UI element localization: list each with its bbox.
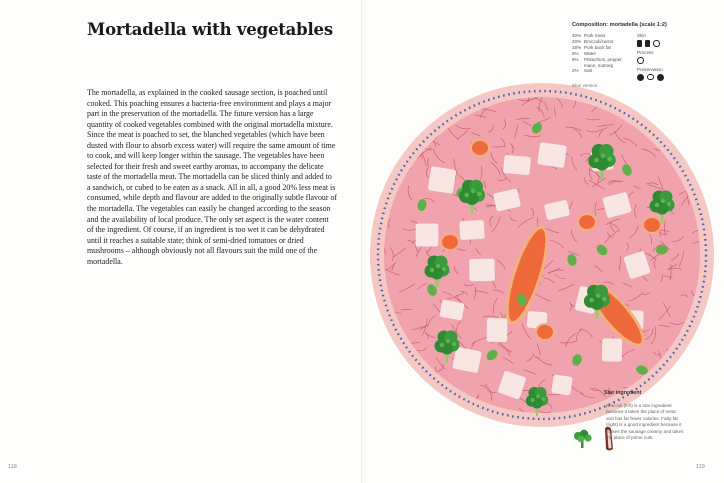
- process-label: Process: [637, 50, 654, 55]
- star-ingredient-panel: [604, 390, 684, 441]
- fat-cube: [469, 259, 495, 282]
- carrot-piece: [536, 324, 554, 340]
- fat-cube: [428, 166, 457, 194]
- composition-item: 20% Broccoli/carrot: [572, 38, 614, 44]
- snowflake-icon: [657, 74, 664, 81]
- page-number-right: 119: [696, 464, 705, 470]
- broccoli-thumbnail: [574, 430, 592, 448]
- composition-icons: [637, 33, 687, 84]
- composition-title: Composition: mortadella (scale 1:2): [572, 22, 667, 28]
- carrot-piece: [441, 234, 459, 250]
- preservation-label: Preservation: [637, 66, 663, 72]
- body-paragraph: The mortadella, as explained in the cooked sausage section, is poached until cooked. This poaching ensures a bacteria-free environment and plays a major part in the preservation of the mortadella. The future version has a large quantity of cooked vegetables combined with the original mortadella mixture. Since the meat is poached to set, the blanched vegetables (which have been dusted with flour to absorb excess water) will require the same amount of time to cook, and will keep longer within the sausage. The vegetables have been selected for their fresh and sweet earthy aromas, to accompany the delicate taste of the mortadella meat. The mortadella can be sliced thinly and added to a sandwich, or cubed to be eaten as a snack. All in all, a good 20% less meat is consumed, while depth and flavour are added to the originally subtle flavour of the mortadella. The vegetables can easily be changed according to the season and the availability of local produce. The only set aspect is the water content of the ingredient. Of course, if an ingredient is too wet it can be dehydrated until it reaches a suitable state; think of semi-dried tomatoes or dried mushrooms – although obviously not all flavours suit the mild one of the mortadella.: [87, 88, 338, 266]
- composition-item: mace, nutmeg: [584, 62, 614, 68]
- fat-cube: [416, 224, 439, 247]
- right-page: [362, 0, 724, 483]
- fat-cube: [487, 318, 508, 342]
- skin-label: Skin: [637, 33, 646, 38]
- skin-tie-icon: [645, 40, 650, 47]
- skin-ring-icon: [653, 40, 660, 47]
- page-title: Mortadella with vegetables: [87, 20, 333, 39]
- carrot-piece: [643, 217, 661, 233]
- composition-item: 18% Pork back fat: [572, 44, 611, 50]
- carrot-piece: [471, 140, 489, 156]
- fat-cube: [602, 338, 622, 361]
- carrot-piece: [578, 214, 596, 230]
- fat-cube: [551, 374, 573, 395]
- page-number-left: 118: [8, 464, 17, 470]
- composition-item: 8% Water: [572, 50, 597, 56]
- composition-list: [572, 33, 638, 74]
- composition-item: 40% Pork meat: [572, 33, 605, 38]
- poaching-icon: [637, 57, 644, 64]
- fat-cube: [459, 220, 484, 240]
- star-ingredient-text: Broccoli (left) is a star ingredient because it takes the place of meat and has far fewer calories. Fatty fat (right) is a good ingredient because it makes the sausage creamy and takes the place of prime cuts.: [606, 403, 684, 441]
- clock-icon: [647, 74, 654, 81]
- star-ingredient-title: Star ingredient: [604, 390, 642, 396]
- fridge-icon: [637, 74, 644, 81]
- composition-panel: [572, 22, 692, 88]
- fat-cube: [537, 142, 567, 168]
- composition-item: 2% Salt: [572, 68, 592, 74]
- fat-cube: [503, 155, 531, 175]
- composition-note: Blue version: [572, 83, 598, 88]
- composition-item: 8% Pistachios, pepper,: [572, 56, 623, 62]
- skin-casing-icon: [637, 40, 642, 47]
